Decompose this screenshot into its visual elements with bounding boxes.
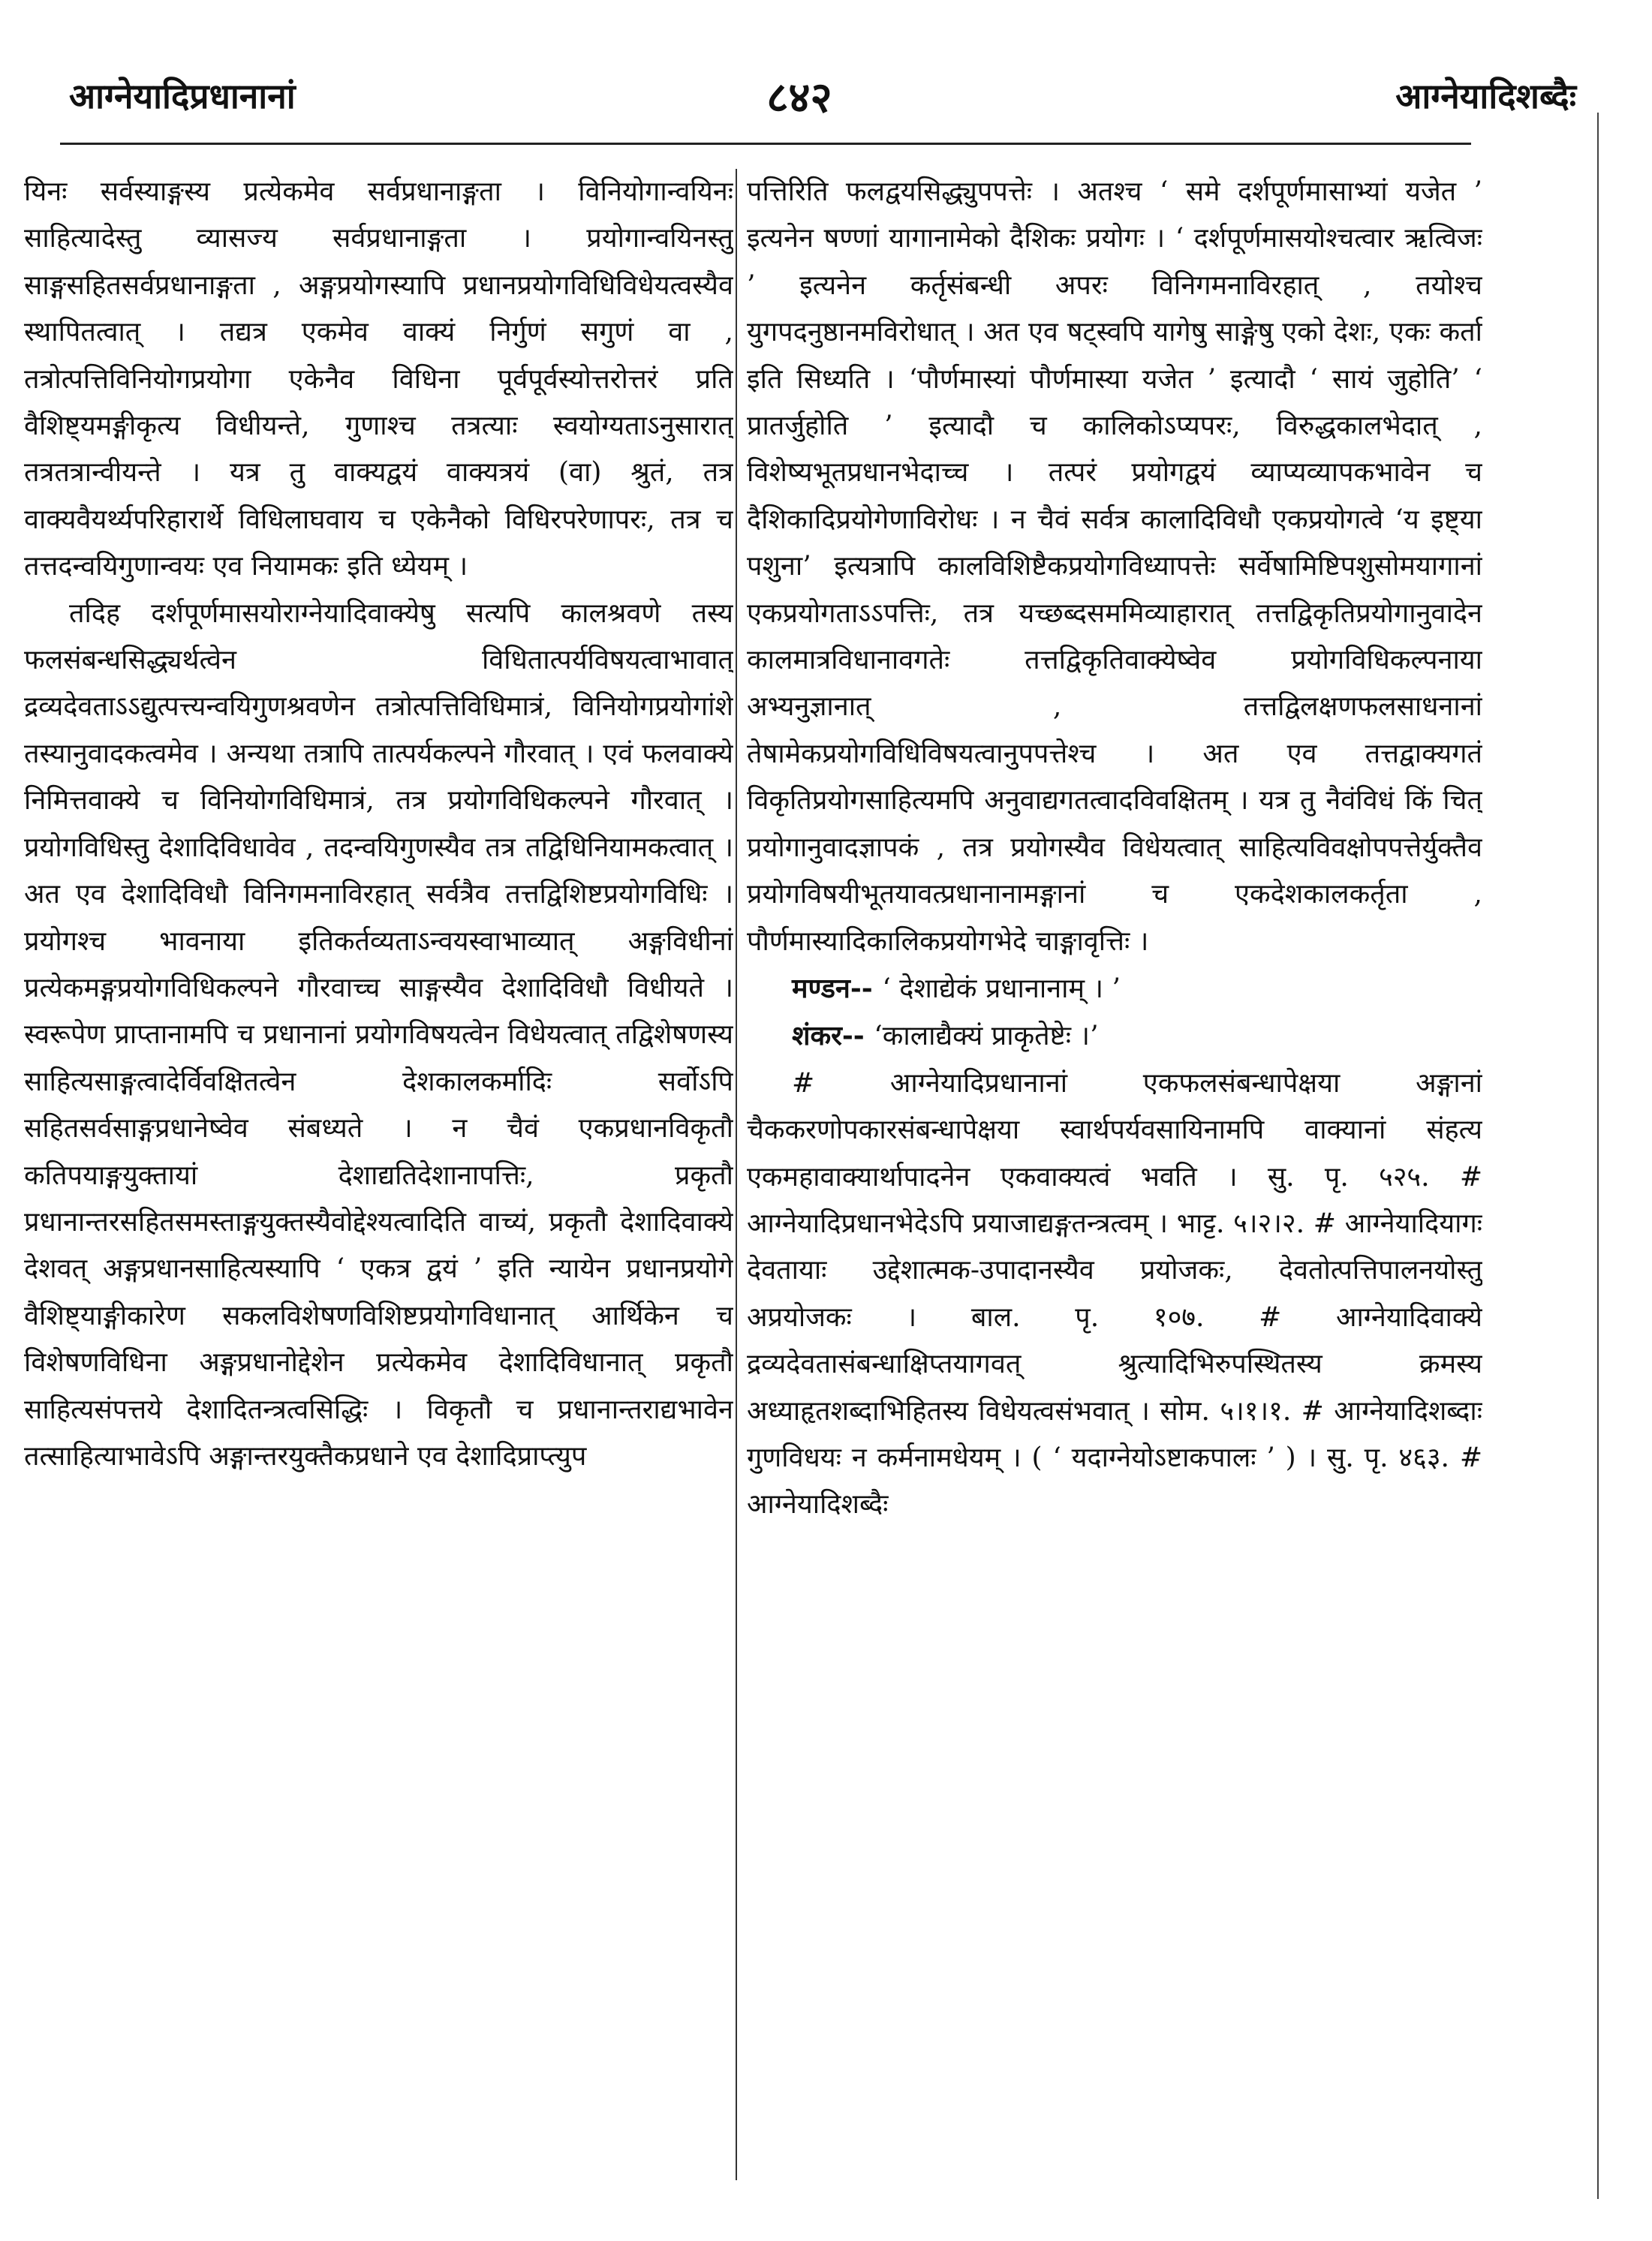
column-divider <box>736 169 737 2180</box>
left-column <box>24 169 733 2195</box>
mandana-quote <box>747 965 1482 1012</box>
left-paragraph-1: यिनः सर्वस्याङ्गस्य प्रत्येकमेव सर्वप्रधानाङ्गता । विनियोगान्वयिनः साहित्यादेस्तु व्यासज्य सर्वप्रधानाङ्गता । प्रयोगान्वयिनस्तु साङ्गसहितसर्वप्रधानाङ्गता , अङ्गप्रयोगस्यापि प्रधानप्रयोगविधिविधेयत्वस्यैव स्थापितत्वात् । तद्यत्र एकमेव वाक्यं निर्गुणं सगुणं वा , तत्रोत्पत्तिविनियोगप्रयोगा एकेनैव विधिना पूर्वपूर्वस्योत्तरोत्तरं प्रति वैशिष्ट्यमङ्गीकृत्य विधीयन्ते, गुणाश्च तत्रत्याः स्वयोग्यताऽनुसारात् तत्रतत्रान्वीयन्ते । यत्र तु वाक्यद्वयं वाक्यत्रयं (वा) श्रुतं, तत्र वाक्यवैयर्थ्यपरिहारार्थे विधिलाघवाय च एकेनैको विधिरपरेणापरः, तत्र च तत्तदन्वयिगुणान्वयः एव नियामकः इति ध्येयम् । <box>24 176 733 582</box>
right-column <box>747 169 1482 2195</box>
mandana-text: ‘ देशाद्येकं प्रधानानाम् । ’ <box>882 973 1121 1004</box>
shankara-label: शंकर-- <box>792 1020 865 1052</box>
page-edge-line <box>1597 113 1599 2199</box>
shankara-text: ‘कालाद्यैक्यं प्राकृतेष्टेः ।’ <box>874 1021 1099 1052</box>
running-head-right: आग्नेयादिशब्दैः <box>1395 76 1576 116</box>
page-header <box>60 72 1576 132</box>
running-head-left: आग्नेयादिप्रधानानां <box>69 76 296 116</box>
right-paragraph-2: # आग्नेयादिप्रधानानां एकफलसंबन्धापेक्षया अङ्गानां चैककरणोपकारसंबन्धापेक्षया स्वार्थपर्यवसायिनामपि वाक्यानां संहत्य एकमहावाक्यार्थापादनेन एकवाक्यत्वं भवति । सु. पृ. ५२५. # आग्नेयादिप्रधानभेदेऽपि प्रयाजाद्यङ्गतन्त्रत्वम् । भाट्ट. ५।२।२. # आग्नेयादियागः देवतायाः उद्देशात्मक-उपादानस्यैव प्रयोजकः, देवतोत्पत्तिपालनयोस्तु अप्रयोजकः । बाल. पृ. १०७. # आग्नेयादिवाक्ये द्रव्यदेवतासंबन्धाक्षिप्तयागवत् श्रुत्यादिभिरुपस्थितस्य क्रमस्य अध्याहृतशब्दाभिहितस्य विधेयत्वसंभवात् । सोम. ५।१।१. # आग्नेयादिशब्दाः गुणविधयः न कर्मनामधेयम् । ( ‘ यदाग्नेयोऽष्टाकपालः ’ ) । सु. पृ. ४६३. # आग्नेयादिशब्दैः <box>747 1067 1482 1521</box>
header-rule <box>60 143 1471 145</box>
shankara-quote <box>747 1012 1482 1060</box>
left-paragraph-2: तदिह दर्शपूर्णमासयोराग्नेयादिवाक्येषु सत्यपि कालश्रवणे तस्य फलसंबन्धसिद्ध्यर्थत्वेन विधितात्पर्यविषयत्वाभावात् द्रव्यदेवताऽऽद्युत्पत्त्यन्वयिगुणश्रवणेन तत्रोत्पत्तिविधिमात्रं, विनियोगप्रयोगांशे तस्यानुवादकत्वमेव । अन्यथा तत्रापि तात्पर्यकल्पने गौरवात् । एवं फलवाक्ये निमित्तवाक्ये च विनियोगविधिमात्रं, तत्र प्रयोगविधिकल्पने गौरवात् । प्रयोगविधिस्तु देशादिविधावेव , तदन्वयिगुणस्यैव तत्र तद्विधिनियामकत्वात् । अत एव देशादिविधौ विनिगमनाविरहात् सर्वत्रैव तत्तद्विशिष्टप्रयोगविधिः । प्रयोगश्च भावनाया इतिकर्तव्यताऽन्वयस्वाभाव्यात् अङ्गविधीनां प्रत्येकमङ्गप्रयोगविधिकल्पने गौरवाच्च साङ्गस्यैव देशादिविधौ विधीयते । स्वरूपेण प्राप्तानामपि च प्रधानानां प्रयोगविषयत्वेन विधेयत्वात् तद्विशेषणस्य साहित्यसाङ्गत्वादेर्विवक्षितत्वेन देशकालकर्मादिः सर्वोऽपि सहितसर्वसाङ्गप्रधानेष्वेव संबध्यते । न चैवं एकप्रधानविकृतौ कतिपयाङ्गयुक्तायां देशाद्यतिदेशानापत्तिः, प्रकृतौ प्रधानान्तरसहितसमस्ताङ्गयुक्तस्यैवोद्देश्यत्वादिति वाच्यं, प्रकृतौ देशादिवाक्ये देशवत् अङ्गप्रधानसाहित्यस्यापि ‘ एकत्र द्वयं ’ इति न्यायेन प्रधानप्रयोगे वैशिष्ट्याङ्गीकारेण सकलविशेषणविशिष्टप्रयोगविधानात् आर्थिकेन च विशेषणविधिना अङ्गप्रधानोद्देशेन प्रत्येकमेव देशादिविधानात् प्रकृतौ साहित्यसंपत्तये देशादितन्त्रत्वसिद्धिः । विकृतौ च प्रधानान्तराद्यभावेन तत्साहित्याभावेऽपि अङ्गान्तरयुक्तैकप्रधाने एव देशादिप्राप्त्युप <box>24 597 733 1472</box>
mandana-label: मण्डन-- <box>792 972 873 1004</box>
page-number: ८४२ <box>766 73 832 122</box>
right-paragraph-1: पत्तिरिति फलद्वयसिद्ध्युपपत्तेः । अतश्च ‘ समे दर्शपूर्णमासाभ्यां यजेत ’ इत्यनेन षण्णां यागानामेको दैशिकः प्रयोगः । ‘ दर्शपूर्णमासयोश्चत्वार ऋत्विजः ’ इत्यनेन कर्तृसंबन्धी अपरः विनिगमनाविरहात् , तयोश्च युगपदनुष्ठानमविरोधात् । अत एव षट्स्वपि यागेषु साङ्गेषु एको देशः, एकः कर्ता इति सिध्यति । ‘पौर्णमास्यां पौर्णमास्या यजेत ’ इत्यादौ ‘ सायं जुहोति’ ‘ प्रातर्जुहोति ’ इत्यादौ च कालिकोऽप्यपरः, विरुद्धकालभेदात् , विशेष्यभूतप्रधानभेदाच्च । तत्परं प्रयोगद्वयं व्याप्यव्यापकभावेन च दैशिकादिप्रयोगेणाविरोधः । न चैवं सर्वत्र कालादिविधौ एकप्रयोगत्वे ‘य इष्ट्या पशुना’ इत्यत्रापि कालविशिष्टैकप्रयोगविध्यापत्तेः सर्वेषामिष्टिपशुसोमयागानां एकप्रयोगताऽऽपत्तिः, तत्र यच्छब्दसममिव्याहारात् तत्तद्विकृतिप्रयोगानुवादेन कालमात्रविधानावगतेः तत्तद्विकृतिवाक्येष्वेव प्रयोगविधिकल्पनाया अभ्यनुज्ञानात् , तत्तद्विलक्षणफलसाधनानां तेषामेकप्रयोगविधिविषयत्वानुपपत्तेश्च । अत एव तत्तद्वाक्यगतं विकृतिप्रयोगसाहित्यमपि अनुवाद्यगतत्वादविवक्षितम् । यत्र तु नैवंविधं किं चित् प्रयोगानुवादज्ञापकं , तत्र प्रयोगस्यैव विधेयत्वात् साहित्यविवक्षोपपत्तेर्युक्तैव प्रयोगविषयीभूतयावत्प्रधानानामङ्गानां च एकदेशकालकर्तृता , पौर्णमास्यादिकालिकप्रयोगभेदे चाङ्गावृत्तिः । <box>747 176 1482 957</box>
